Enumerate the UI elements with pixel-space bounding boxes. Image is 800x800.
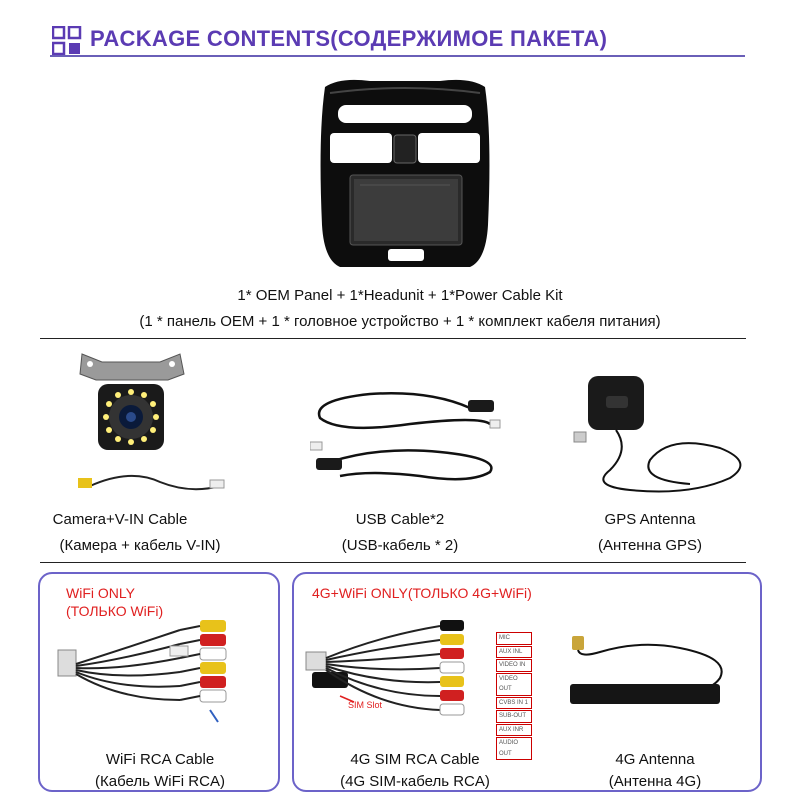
usb-caption-ru: (USB-кабель * 2) (341, 537, 459, 554)
rca-tag: AUDIO OUT (496, 737, 532, 760)
gps-caption-ru: (Антенна GPS) (597, 537, 703, 554)
rca-tags (492, 632, 532, 761)
rca-tag: AUX INR (496, 724, 532, 737)
g4-cable-caption-en: 4G SIM RCA Cable (350, 751, 480, 768)
sim-slot-label: SIM Slot (348, 700, 383, 710)
g4-antenna-image (560, 628, 750, 718)
camera-image (60, 348, 240, 498)
oem-panel-image (300, 75, 510, 275)
wifi-cable-caption-en: WiFi RCA Cable (105, 751, 215, 768)
g4-antenna-caption-ru: (Антенна 4G) (608, 773, 702, 790)
rca-tag: VIDEO IN (496, 659, 532, 672)
wifi-only-label: WiFi ONLY (66, 585, 135, 601)
rca-tag: CVBS IN 1 (496, 697, 532, 710)
header-divider (50, 55, 745, 57)
wifi-cable-caption-ru: (Кабель WiFi RCA) (95, 773, 225, 790)
rca-tag: SUB-OUT (496, 710, 532, 723)
section-divider (40, 562, 746, 563)
rca-tag: MIC (496, 632, 532, 645)
gps-antenna-image (570, 370, 760, 500)
gps-caption-en: GPS Antenna (604, 511, 696, 528)
wifi-rca-cable-image (50, 610, 270, 730)
usb-caption-en: USB Cable*2 (355, 511, 445, 528)
camera-caption-ru: (Камера + кабель V-IN) (59, 537, 221, 554)
panel-caption-ru: (1 * панель OEM + 1 * головное устройство + 1 * комплект кабеля питания) (139, 313, 661, 330)
usb-cable-image (310, 380, 510, 490)
g4-cable-caption-ru: (4G SIM-кабель RCA) (340, 773, 490, 790)
page-title: PACKAGE CONTENTS(СОДЕРЖИМОЕ ПАКЕТА) (90, 26, 608, 51)
camera-caption-en: Camera+V-IN Cable (52, 511, 188, 528)
section-divider (40, 338, 746, 339)
package-icon (52, 26, 82, 56)
g4-wifi-only-label: 4G+WiFi ONLY(ТОЛЬКО 4G+WiFi) (312, 585, 532, 601)
rca-tag: AUX INL (496, 646, 532, 659)
wifi-only-label-ru: (ТОЛЬКО WiFi) (66, 603, 164, 619)
g4-antenna-caption-en: 4G Antenna (615, 751, 695, 768)
panel-caption-en: 1* OEM Panel + 1*Headunit + 1*Power Cable Kit (237, 287, 563, 304)
rca-tag: VIDEO OUT (496, 673, 532, 696)
